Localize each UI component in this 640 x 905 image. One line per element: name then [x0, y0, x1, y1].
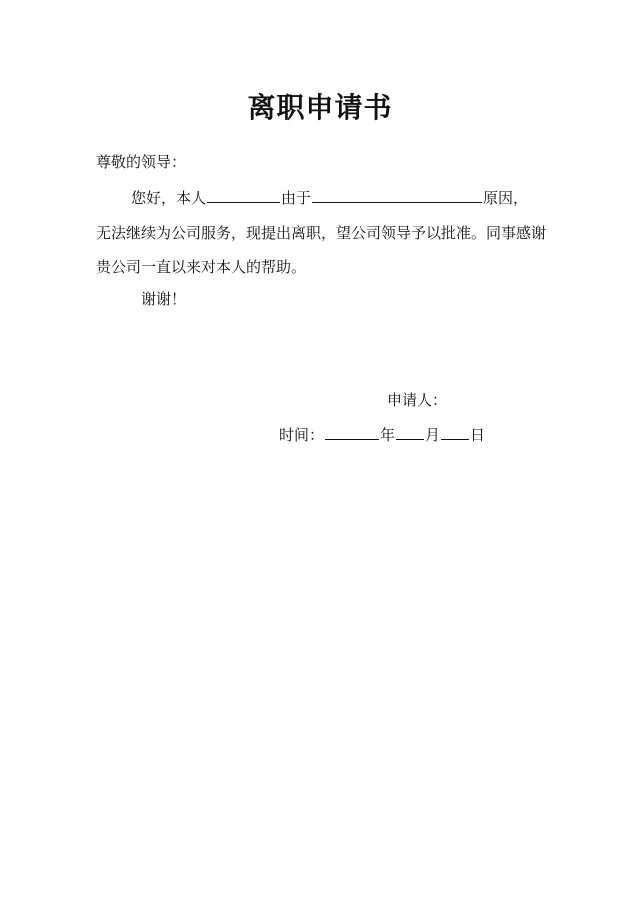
day-blank: [441, 423, 469, 440]
paragraph-line-3: 贵公司一直以来对本人的帮助。: [96, 258, 307, 276]
date-label: 时间：: [279, 426, 325, 444]
paragraph-line-1: [131, 186, 528, 209]
year-label: 年: [380, 426, 396, 444]
paragraph-line-2: 无法继续为公司服务，现提出离职，望公司领导予以批准。同事感谢: [96, 224, 547, 242]
day-label: 日: [470, 426, 486, 444]
thanks-line: 谢谢！: [141, 290, 187, 308]
paragraph-1-prefix: 您好，本人: [131, 189, 207, 207]
month-label: 月: [425, 426, 441, 444]
reason-blank: [312, 186, 482, 203]
applicant-label: 申请人：: [387, 391, 448, 409]
date-line: [279, 423, 485, 446]
month-blank: [396, 423, 424, 440]
greeting-line: 尊敬的领导：: [96, 153, 187, 171]
name-blank: [207, 186, 280, 203]
document-title: 离职申请书: [247, 91, 393, 124]
paragraph-1-middle: 由于: [281, 189, 312, 207]
year-blank: [325, 423, 379, 440]
paragraph-1-suffix: 原因，: [483, 189, 529, 207]
